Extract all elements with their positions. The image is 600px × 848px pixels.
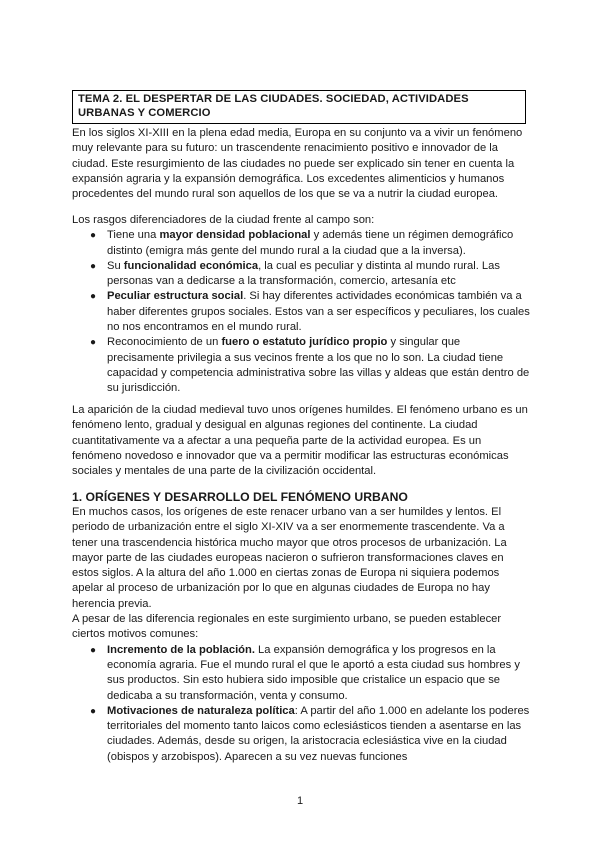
bullet-icon: ● (90, 260, 97, 272)
document-title: TEMA 2. EL DESPERTAR DE LAS CIUDADES. SOCIEDAD, ACTIVIDADES URBANAS Y COMERCIO (72, 90, 526, 124)
section1-paragraph-2: A pesar de las diferencia regionales en este surgimiento urbano, se pueden establecer ciertos motivos comunes: (72, 613, 502, 641)
list-item: ● Tiene una mayor densidad poblacional y además tiene un régimen demográfico distinto (emigra más gente del mundo rural a la ciudad que a la inversa). (90, 229, 514, 257)
aparicion-paragraph (72, 403, 530, 479)
section-heading: 1. ORÍGENES Y DESARROLLO DEL FENÓMENO URBANO (72, 490, 408, 504)
page-number: 1 (296, 795, 304, 807)
rasgos-section (72, 213, 530, 397)
aparicion-text: La aparición de la ciudad medieval tuvo unos orígenes humildes. El fenómeno urbano es un fenómeno lento, gradual y desigual en algunas regiones del continente. La ciudad cuantitativamente va a afectar a una pequeña parte de la actividad europea. Es un fenómeno novedoso e innovador que va a permitir modificar las estructuras económicas sociales y mentales de una parte de la civilización occidental. (72, 404, 528, 478)
bullet-icon: ● (90, 705, 97, 717)
list-item: ● Reconocimiento de un fuero o estatuto jurídico propio y singular que precisamente privilegia a sus vecinos frente a los que no lo son. La ciudad tiene capacidad y competencia administrativa sobre las villas y aldeas que están dentro de su jurisdicción. (90, 336, 530, 395)
list-item: ● Peculiar estructura social. Si hay diferentes actividades económicas también va a haber diferentes grupos sociales. Estos van a ser específicos y peculiares, los cuales no nos encontramos en el mundo rural. (90, 290, 530, 334)
section1-body (72, 505, 530, 765)
list-item: ● Su funcionalidad económica, la cual es peculiar y distinta al mundo rural. Las personas van a dedicarse a la transformación, comercio, artesanía etc (90, 259, 500, 288)
list-item: ● Incremento de la población. La expansión demográfica y los progresos en la economía agraria. Fue el mundo rural el que le aportó a esta ciudad sus hombres y sus productos. Sin esto hubiera sido imposible que cristalice un espacio que se dedicaba a su transformación, venta y consumo. (90, 643, 520, 702)
intro-text: En los siglos XI-XIII en la plena edad media, Europa en su conjunto va a vivir un fenómeno muy relevante para su futuro: un trascendente renacimiento positivo e innovador de la ciudad. Este resurgimiento de las ciudades no puede ser explicado sin tener en cuenta la expansión agraria y la expansión demográfica. Los excedentes alimenticios y humanos procedentes del mundo rural son aquellos de los que se va a nutrir la ciudad europea. (72, 127, 523, 201)
bullet-icon: ● (90, 337, 97, 349)
bullet-icon: ● (90, 230, 97, 242)
section1-paragraph: En muchos casos, los orígenes de este renacer urbano van a ser humildes y lentos. El periodo de urbanización entre el siglo XI-XIV va a ser enormemente trascendente. Va a tener una trascendencia histórica mucho mayor que otros procesos de urbanización. La mayor parte de las ciudades europeas nacieron o sufrieron transformaciones claves en estos siglos. A la altura del año 1.000 en ciertas zonas de Europa ni siquiera podemos apelar al proceso de urbanización por lo que en algunas ciudades de Europa no hay herencia previa. (72, 506, 507, 610)
bullet-icon: ● (90, 644, 97, 656)
list-item: ● Motivaciones de naturaleza política: A partir del año 1.000 en adelante los poderes territoriales del momento tanto laicos como eclesiásticos tienden a asentarse en las ciudades. Además, desde su origen, la aristocracia eclesiástica vive en la ciudad (obispos y arzobispos). Aparecen a su vez nuevas funciones (90, 704, 530, 763)
bullet-icon: ● (90, 291, 97, 303)
rasgos-intro: Los rasgos diferenciadores de la ciudad frente al campo son: (72, 214, 375, 226)
rasgos-list (72, 228, 530, 396)
motivos-list (72, 643, 530, 765)
intro-paragraph (72, 126, 530, 202)
